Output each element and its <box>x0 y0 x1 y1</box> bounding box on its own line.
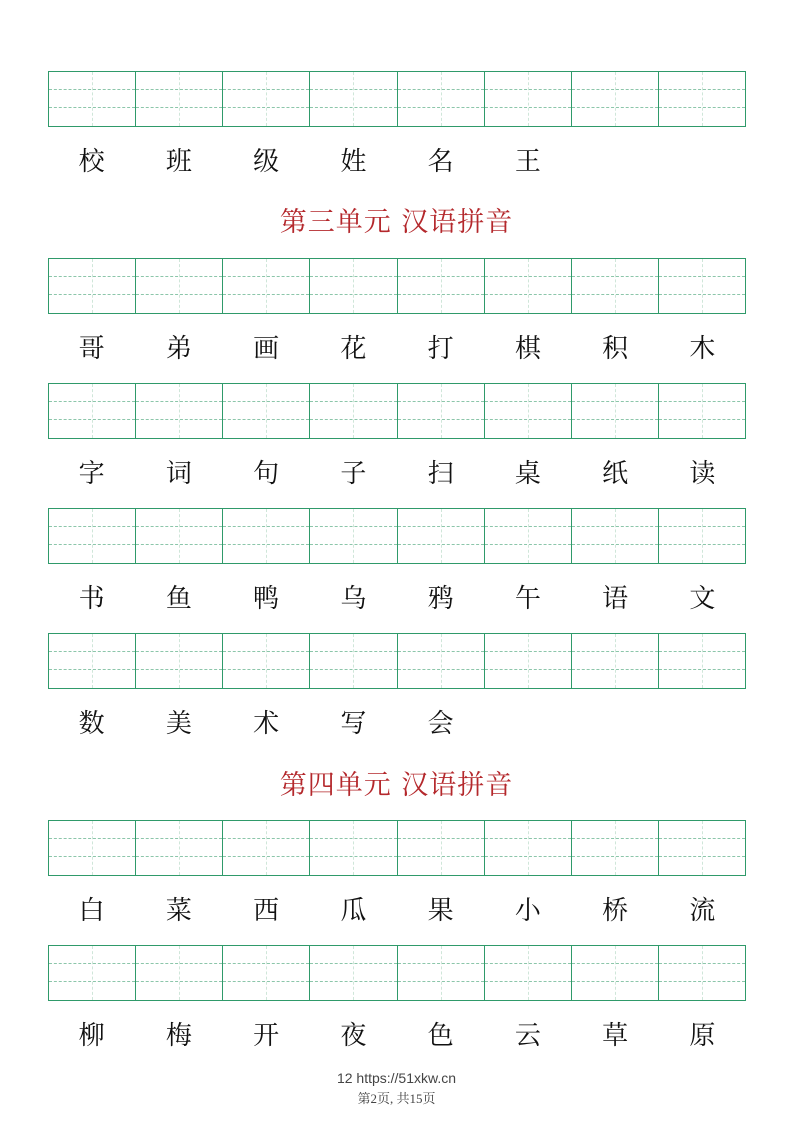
pinyin-cell <box>572 821 659 875</box>
hanzi-character: 弟 <box>165 334 192 364</box>
pinyin-cell <box>49 72 136 126</box>
hanzi-character: 文 <box>689 584 716 614</box>
pinyin-cell <box>49 821 136 875</box>
pinyin-cell <box>310 509 397 563</box>
hanzi-character: 白 <box>78 896 105 926</box>
hanzi-character: 字 <box>78 459 105 489</box>
pinyin-cell <box>659 946 745 1000</box>
pinyin-writing-grid <box>48 508 746 564</box>
pinyin-cell <box>398 509 485 563</box>
pinyin-cell <box>136 72 223 126</box>
pinyin-cell <box>49 946 136 1000</box>
hanzi-character: 果 <box>427 896 454 926</box>
pinyin-cell <box>49 384 136 438</box>
pinyin-cell <box>398 259 485 313</box>
pinyin-cell <box>398 72 485 126</box>
pinyin-cell <box>485 509 572 563</box>
pinyin-writing-grid <box>48 945 746 1001</box>
pinyin-cell <box>136 384 223 438</box>
pinyin-cell <box>223 72 310 126</box>
hanzi-character: 原 <box>689 1021 716 1051</box>
pinyin-cell <box>485 72 572 126</box>
pinyin-cell <box>572 634 659 688</box>
hanzi-character: 校 <box>78 147 105 177</box>
hanzi-character: 哥 <box>78 334 105 364</box>
pinyin-cell <box>398 821 485 875</box>
hanzi-character: 乌 <box>340 584 367 614</box>
character-row <box>48 893 746 929</box>
pinyin-cell <box>223 259 310 313</box>
hanzi-character: 姓 <box>340 147 367 177</box>
hanzi-character: 木 <box>689 334 716 364</box>
hanzi-character: 数 <box>78 709 105 739</box>
hanzi-character: 西 <box>253 896 280 926</box>
hanzi-character: 桌 <box>514 459 541 489</box>
hanzi-character: 花 <box>340 334 367 364</box>
pinyin-cell <box>659 509 745 563</box>
pinyin-cell <box>49 509 136 563</box>
footer-site: 12 https://51xkw.cn <box>336 1070 457 1086</box>
pinyin-cell <box>659 634 745 688</box>
hanzi-character: 画 <box>253 334 280 364</box>
pinyin-cell <box>659 384 745 438</box>
pinyin-cell <box>136 509 223 563</box>
hanzi-character: 夜 <box>340 1021 367 1051</box>
hanzi-character: 纸 <box>602 459 629 489</box>
unit-title: 第四单元 汉语拼音 <box>279 770 514 801</box>
pinyin-cell <box>398 384 485 438</box>
pinyin-cell <box>398 634 485 688</box>
pinyin-cell <box>485 634 572 688</box>
pinyin-cell <box>485 821 572 875</box>
hanzi-character: 子 <box>340 459 367 489</box>
hanzi-character: 美 <box>165 709 192 739</box>
pinyin-cell <box>398 946 485 1000</box>
pinyin-cell <box>49 634 136 688</box>
hanzi-character: 读 <box>689 459 716 489</box>
pinyin-cell <box>310 259 397 313</box>
pinyin-writing-grid <box>48 71 746 127</box>
hanzi-character: 班 <box>165 147 192 177</box>
pinyin-writing-grid <box>48 258 746 314</box>
hanzi-character: 扫 <box>427 459 454 489</box>
pinyin-cell <box>485 259 572 313</box>
hanzi-character: 梅 <box>165 1021 192 1051</box>
hanzi-character: 色 <box>427 1021 454 1051</box>
pinyin-cell <box>223 384 310 438</box>
hanzi-character: 云 <box>514 1021 541 1051</box>
hanzi-character: 柳 <box>78 1021 105 1051</box>
pinyin-cell <box>49 259 136 313</box>
character-row <box>48 706 746 742</box>
hanzi-character: 鸭 <box>253 584 280 614</box>
character-row <box>48 1018 746 1054</box>
hanzi-character: 会 <box>427 709 454 739</box>
pinyin-cell <box>223 821 310 875</box>
pinyin-cell <box>572 72 659 126</box>
character-row <box>48 456 746 492</box>
pinyin-cell <box>310 946 397 1000</box>
hanzi-character: 草 <box>602 1021 629 1051</box>
hanzi-character: 积 <box>602 334 629 364</box>
footer-page-count: 第2页, 共15页 <box>357 1091 436 1106</box>
hanzi-character: 句 <box>253 459 280 489</box>
character-row <box>48 331 746 367</box>
hanzi-character: 书 <box>78 584 105 614</box>
pinyin-cell <box>572 946 659 1000</box>
hanzi-character: 鱼 <box>165 584 192 614</box>
pinyin-writing-grid <box>48 633 746 689</box>
pinyin-cell <box>310 634 397 688</box>
hanzi-character: 语 <box>602 584 629 614</box>
unit-title: 第三单元 汉语拼音 <box>279 207 514 238</box>
pinyin-cell <box>659 821 745 875</box>
pinyin-cell <box>310 821 397 875</box>
hanzi-character: 流 <box>689 896 716 926</box>
pinyin-cell <box>223 634 310 688</box>
pinyin-cell <box>136 634 223 688</box>
hanzi-character: 打 <box>427 334 454 364</box>
hanzi-character: 开 <box>253 1021 280 1051</box>
hanzi-character: 写 <box>340 709 367 739</box>
pinyin-writing-grid <box>48 820 746 876</box>
pinyin-cell <box>310 72 397 126</box>
pinyin-cell <box>485 384 572 438</box>
hanzi-character: 级 <box>253 147 280 177</box>
pinyin-cell <box>223 509 310 563</box>
hanzi-character: 小 <box>514 896 541 926</box>
pinyin-cell <box>659 259 745 313</box>
hanzi-character: 午 <box>514 584 541 614</box>
pinyin-writing-grid <box>48 383 746 439</box>
character-row <box>48 581 746 617</box>
hanzi-character: 名 <box>427 147 454 177</box>
pinyin-cell <box>572 509 659 563</box>
hanzi-character: 瓜 <box>340 896 367 926</box>
pinyin-cell <box>136 946 223 1000</box>
hanzi-character: 词 <box>165 459 192 489</box>
pinyin-cell <box>572 259 659 313</box>
pinyin-cell <box>310 384 397 438</box>
pinyin-cell <box>136 259 223 313</box>
pinyin-cell <box>572 384 659 438</box>
pinyin-cell <box>223 946 310 1000</box>
hanzi-character: 鸦 <box>427 584 454 614</box>
pinyin-cell <box>659 72 745 126</box>
hanzi-character: 桥 <box>602 896 629 926</box>
hanzi-character: 王 <box>514 147 541 177</box>
hanzi-character: 棋 <box>514 334 541 364</box>
hanzi-character: 菜 <box>165 896 192 926</box>
hanzi-character: 术 <box>253 709 280 739</box>
pinyin-cell <box>136 821 223 875</box>
pinyin-cell <box>485 946 572 1000</box>
character-row <box>48 144 746 180</box>
